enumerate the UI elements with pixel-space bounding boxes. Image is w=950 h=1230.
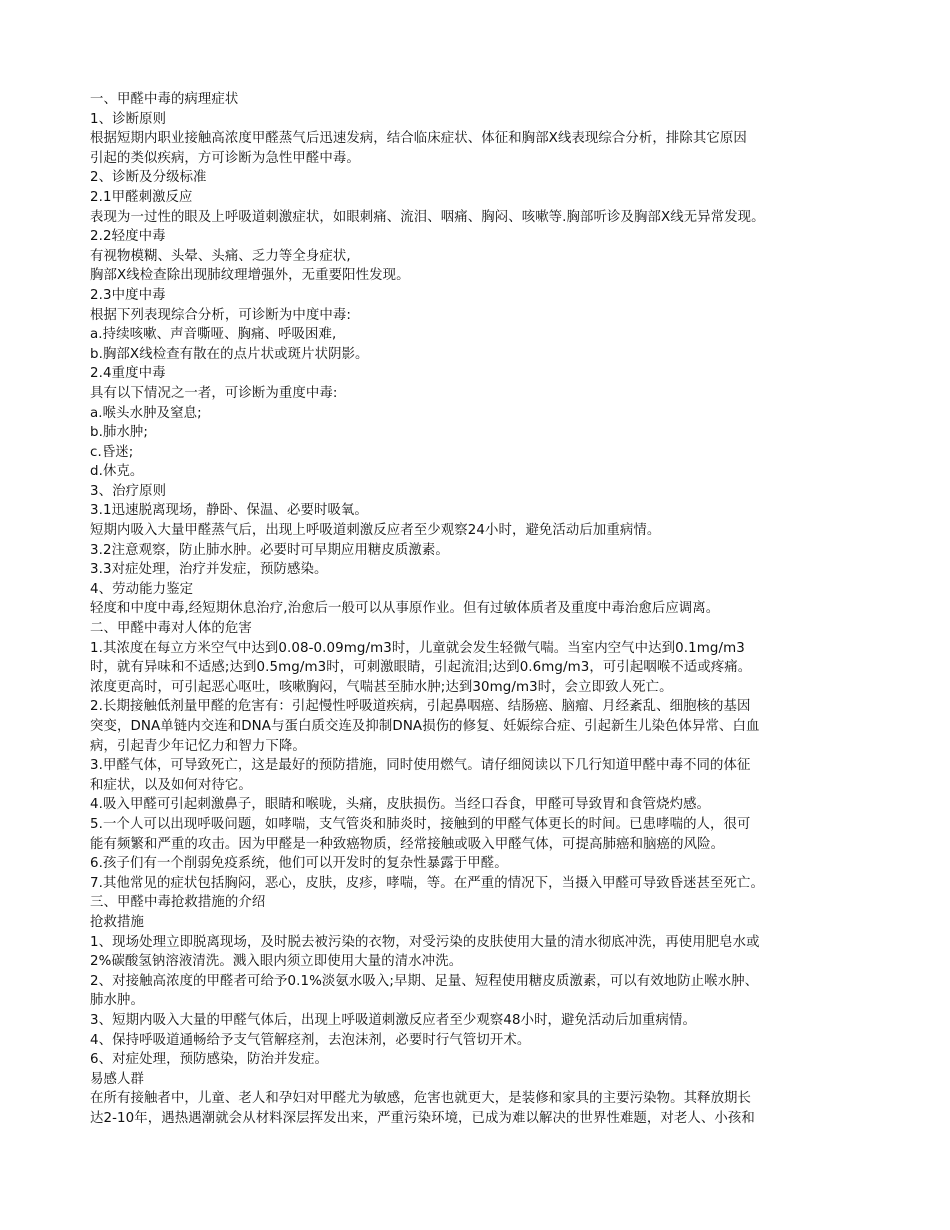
list-item: 3.1迅速脱离现场，静卧、保温、必要时吸氧。 [90,503,368,519]
list-item: 1、现场处理立即脱离现场，及时脱去被污染的衣物，对受污染的皮肤使用大量的清水彻底冲洗，再使用肥皂水或 [90,934,760,950]
paragraph-line: 突变，DNA单链内交连和DNA与蛋白质交连及抑制DNA损伤的修复、妊娠综合症、引起新生儿染色体异常、白血 [90,719,760,734]
subheading-2-1: 2.1甲醛刺激反应 [90,189,193,205]
list-item: 7.其他常见的症状包括胸闷，恶心，皮肤，皮疹，哮喘，等。在严重的情况下，当摄入甲醛可导致昏迷甚至死亡。 [90,875,765,891]
list-item: 1.其浓度在每立方米空气中达到0.08-0.09mg/m3时，儿童就会发生轻微气喘。当室内空气中达到0.1mg/m3 [90,640,745,656]
section-heading-2: 二、甲醛中毒对人体的危害 [90,621,252,637]
subheading-2-3: 2.3中度中毒 [90,287,166,303]
list-item: 2、对接触高浓度的甲醛者可给予0.1%淡氨水吸入;早期、足量、短程使用糖皮质激素，可以有效地防止喉水肿、 [90,973,759,989]
paragraph-line: 在所有接触者中，儿童、老人和孕妇对甲醛尤为敏感，危害也就更大，是装修和家具的主要污染物。其释放期长 [90,1091,752,1107]
paragraph-line: 根据短期内职业接触高浓度甲醛蒸气后迅速发病，结合临床症状、体征和胸部X线表现综合分析，排除其它原因 [90,131,747,147]
paragraph-line: 病，引起青少年记忆力和智力下降。 [90,738,306,754]
paragraph-line: 有视物模糊、头晕、头痛、乏力等全身症状, [90,248,351,264]
subheading-2-2: 2.2轻度中毒 [90,229,166,245]
list-item: 6.孩子们有一个削弱免疫系统，他们可以开发时的复杂性暴露于甲醛。 [90,856,508,872]
subheading-susceptible-groups: 易感人群 [90,1071,144,1087]
subheading-grading-criteria: 2、诊断及分级标准 [90,170,207,186]
list-item: d.休克。 [90,464,144,480]
subheading-diagnosis-principle: 1、诊断原则 [90,111,167,127]
paragraph-line: 根据下列表现综合分析，可诊断为中度中毒: [90,307,351,323]
list-item: 3.甲醛气体，可导致死亡，这是最好的预防措施，同时使用燃气。请仔细阅读以下几行知道甲醛中毒不同的体征 [90,758,751,774]
list-item: a.持续咳嗽、声音嘶哑、胸痛、呼吸困难, [90,327,337,343]
paragraph-line: 和症状，以及如何对待它。 [90,777,252,793]
paragraph-line: 能有频繁和严重的攻击。因为甲醛是一种致癌物质，经常接触或吸入甲醛气体，可提高肺癌和脑癌的风险。 [90,836,725,852]
paragraph-line: 轻度和中度中毒,经短期休息治疗,治愈后一般可以从事原作业。但有过敏体质者及重度中毒治愈后应调离。 [90,601,720,617]
list-item: b.胸部X线检查有散在的点片状或斑片状阴影。 [90,346,369,362]
list-item: 3.3对症处理，治疗并发症，预防感染。 [90,562,328,578]
list-item: 5.一个人可以出现呼吸问题，如哮喘，支气管炎和肺炎时，接触到的甲醛气体更长的时间。已患哮喘的人，很可 [90,816,751,832]
paragraph-line: 具有以下情况之一者，可诊断为重度中毒: [90,385,338,401]
list-item: c.昏迷; [90,444,134,460]
paragraph-line: 2%碳酸氢钠溶液清洗。溅入眼内须立即使用大量的清水冲洗。 [90,954,463,970]
subheading-2-4: 2.4重度中毒 [90,366,166,382]
subheading-rescue-measures: 抢救措施 [90,914,144,930]
paragraph-line: 浓度更高时，可引起恶心呕吐，咳嗽胸闷，气喘甚至肺水肿;达到30mg/m3时，会立即致人死亡。 [90,679,673,695]
list-item: 4.吸入甲醛可引起刺激鼻子，眼睛和喉咙，头痛，皮肤损伤。当经口吞食，甲醛可导致胃和食管烧灼感。 [90,797,711,813]
subheading-work-capacity: 4、劳动能力鉴定 [90,581,194,597]
document-body [90,90,880,1128]
section-heading-1: 一、甲醛中毒的病理症状 [90,92,239,107]
paragraph-line: 达2-10年，遇热遇潮就会从材料深层挥发出来，严重污染环境，已成为难以解决的世界性难题，对老人、小孩和 [90,1110,755,1126]
paragraph-line: 表现为一过性的眼及上呼吸道刺激症状，如眼刺痛、流泪、咽痛、胸闷、咳嗽等.胸部听诊及胸部X线无异常发现。 [90,209,765,225]
list-item: 3、短期内吸入大量的甲醛气体后，出现上呼吸道刺激反应者至少观察48小时，避免活动后加重病情。 [90,1012,696,1028]
list-item: b.肺水肿; [90,425,149,441]
list-item: 6、对症处理，预防感染，防治并发症。 [90,1052,328,1068]
paragraph-line: 胸部X线检查除出现肺纹理增强外，无重要阳性发现。 [90,268,410,284]
paragraph-line: 短期内吸入大量甲醛蒸气后，出现上呼吸道刺激反应者至少观察24小时，避免活动后加重病情。 [90,523,661,539]
list-item: 4、保持呼吸道通畅给予支气管解痉剂，去泡沫剂，必要时行气管切开术。 [90,1032,531,1048]
subheading-treatment: 3、治疗原则 [90,483,167,499]
paragraph-line: 时，就有异味和不适感;达到0.5mg/m3时，可刺激眼睛，引起流泪;达到0.6mg/m3，可引起咽喉不适或疼痛。 [90,660,752,676]
list-item: a.喉头水肿及窒息; [90,405,202,421]
paragraph-line: 引起的类似疾病，方可诊断为急性甲醛中毒。 [90,150,360,166]
paragraph-line: 肺水肿。 [90,993,144,1009]
list-item: 2.长期接触低剂量甲醛的危害有：引起慢性呼吸道疾病，引起鼻咽癌、结肠癌、脑瘤、月经紊乱、细胞核的基因 [90,699,751,715]
list-item: 3.2注意观察，防止肺水肿。必要时可早期应用糖皮质激素。 [90,542,449,558]
section-heading-3: 三、甲醛中毒抢救措施的介绍 [90,895,266,911]
